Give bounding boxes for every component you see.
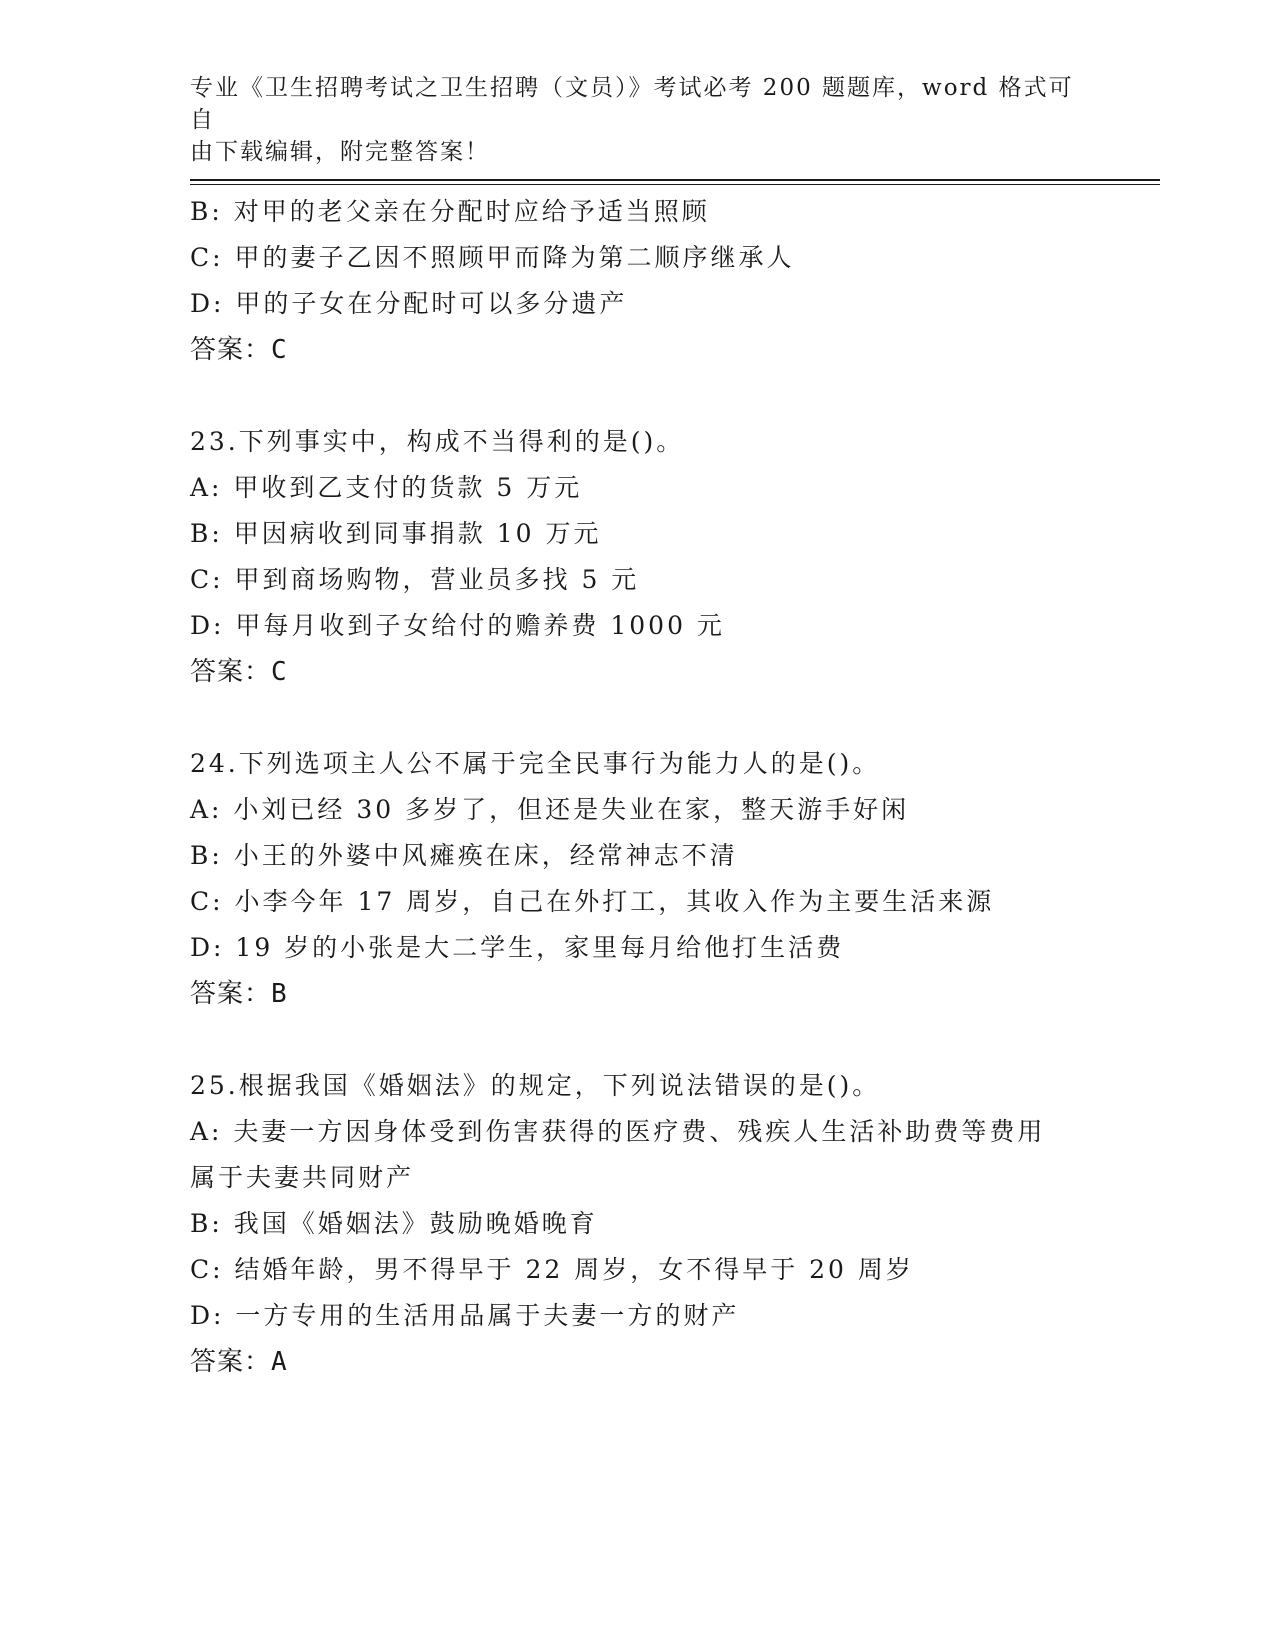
option-c: C: 小李今年 17 周岁，自己在外打工，其收入作为主要生活来源: [190, 887, 995, 916]
question-block-23: [190, 419, 1090, 695]
option-b: B: 甲因病收到同事捐款 10 万元: [190, 519, 602, 548]
header-line-2: 由下载编辑，附完整答案！: [190, 139, 490, 165]
header-divider-thick: [190, 179, 1160, 181]
question-block-22: [190, 189, 1090, 373]
option-c: C: 甲的妻子乙因不照顾甲而降为第二顺序继承人: [190, 243, 795, 272]
option-c: C: 甲到商场购物，营业员多找 5 元: [190, 565, 640, 594]
question-text: 23.下列事实中，构成不当得利的是()。: [190, 427, 685, 456]
question-block-24: [190, 741, 1090, 1017]
question-text: 25.根据我国《婚姻法》的规定，下列说法错误的是()。: [190, 1071, 881, 1100]
header-line-1: 专业《卫生招聘考试之卫生招聘（文员）》考试必考 200 题题库，word 格式可自: [190, 75, 1074, 133]
spacer: [190, 373, 1090, 419]
option-d: D: 甲每月收到子女给付的赡养费 1000 元: [190, 611, 725, 640]
question-block-25: [190, 1063, 1090, 1385]
header-divider-thin: [190, 184, 1160, 185]
spacer: [190, 695, 1090, 741]
option-d: D: 甲的子女在分配时可以多分遗产: [190, 289, 628, 318]
option-c: C: 结婚年龄，男不得早于 22 周岁，女不得早于 20 周岁: [190, 1255, 914, 1284]
answer-text: 答案：B: [190, 979, 288, 1009]
question-text: 24.下列选项主人公不属于完全民事行为能力人的是()。: [190, 749, 881, 778]
option-a: A: 小刘已经 30 多岁了，但还是失业在家，整天游手好闲: [190, 795, 910, 824]
option-d: D: 一方专用的生活用品属于夫妻一方的财产: [190, 1301, 740, 1330]
answer-text: 答案：C: [190, 335, 288, 365]
document-header: [190, 72, 1080, 168]
option-b: B: 小王的外婆中风瘫痪在床，经常神志不清: [190, 841, 738, 870]
answer-text: 答案：C: [190, 657, 288, 687]
option-d: D: 19 岁的小张是大二学生，家里每月给他打生活费: [190, 933, 845, 962]
spacer: [190, 1017, 1090, 1063]
question-list: [190, 189, 1090, 1385]
option-a-line-1: A: 夫妻一方因身体受到伤害获得的医疗费、残疾人生活补助费等费用: [190, 1117, 1046, 1146]
option-a: A: 甲收到乙支付的货款 5 万元: [190, 473, 583, 502]
option-b: B: 我国《婚姻法》鼓励晚婚晚育: [190, 1209, 598, 1238]
option-a-line-2: 属于夫妻共同财产: [190, 1163, 415, 1192]
option-b: B: 对甲的老父亲在分配时应给予适当照顾: [190, 197, 710, 226]
answer-text: 答案：A: [190, 1347, 288, 1377]
